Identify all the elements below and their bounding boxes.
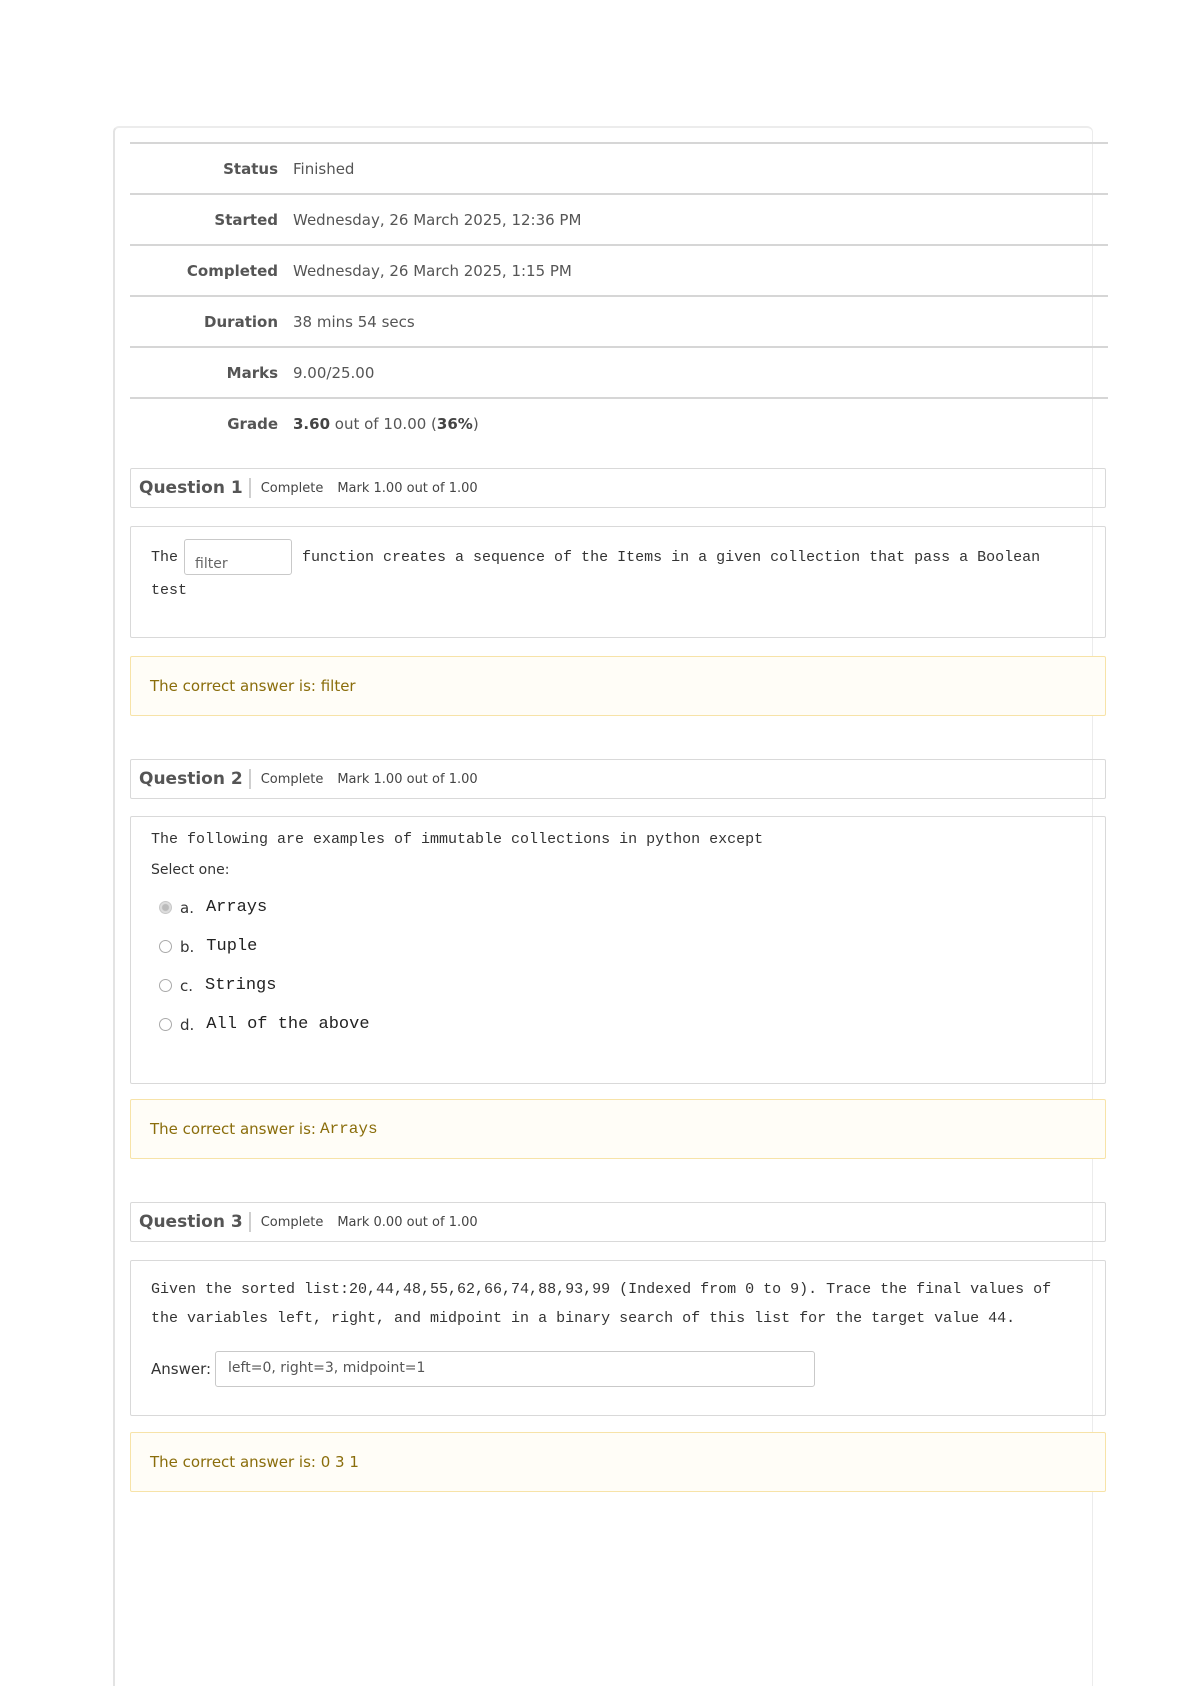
answer-input[interactable]: left=0, right=3, midpoint=1 — [215, 1351, 815, 1387]
question-mark: Mark 0.00 out of 1.00 — [337, 1214, 478, 1230]
grade-out-of: out of 10.00 ( — [330, 415, 437, 433]
question-2-header — [130, 759, 1106, 799]
started-value: Wednesday, 26 March 2025, 12:36 PM — [293, 210, 582, 229]
radio-icon[interactable] — [159, 1018, 172, 1031]
grade-value — [292, 398, 1108, 449]
answer-option-b[interactable] — [151, 927, 1085, 966]
radio-icon[interactable] — [159, 940, 172, 953]
correct-answer-text: The correct answer is: 0 3 1 — [150, 1453, 359, 1471]
correct-answer-prefix: The correct answer is: — [150, 1120, 316, 1138]
option-text: All of the above — [206, 1015, 370, 1034]
summary-row-started — [130, 194, 1108, 245]
question-1-header — [130, 468, 1106, 508]
marks-value: 9.00/25.00 — [293, 363, 375, 382]
grade-close: ) — [472, 415, 479, 433]
answer-label: Answer: — [151, 1360, 212, 1378]
grade-score: 3.60 — [293, 415, 331, 433]
summary-row-grade — [130, 398, 1108, 449]
status-value: Finished — [293, 159, 355, 178]
answer-option-d[interactable] — [151, 1005, 1085, 1044]
summary-row-status — [130, 143, 1108, 194]
question-3-header — [130, 1202, 1106, 1242]
question-mark: Mark 1.00 out of 1.00 — [337, 771, 478, 787]
question-state: Complete — [260, 771, 324, 787]
question-mark: Mark 1.00 out of 1.00 — [337, 480, 478, 496]
option-letter: a. — [180, 898, 194, 917]
option-letter: d. — [180, 1015, 195, 1034]
question-2-body — [130, 816, 1106, 1084]
question-2-text: The following are examples of immutable collections in python except — [151, 831, 764, 848]
option-letter: b. — [180, 937, 195, 956]
answer-row — [151, 1351, 1085, 1387]
question-3-text: Given the sorted list:20,44,48,55,62,66,74,88,93,99 (Indexed from 0 to 9). Trace the final values of the variables left, right, and midpoint in a binary search of this list for the target value 44. — [151, 1281, 1052, 1327]
question-3-body — [130, 1260, 1106, 1416]
question-text-after: function creates a sequence of the Items in a given collection that pass a Boolean test — [151, 548, 1041, 599]
correct-answer-text: The correct answer is: filter — [150, 677, 356, 695]
question-number: Question 3 — [139, 1212, 251, 1232]
option-letter: c. — [180, 976, 194, 995]
question-1-body — [130, 526, 1106, 638]
question-2-feedback — [130, 1099, 1106, 1159]
grade-label: Grade — [227, 415, 278, 433]
completed-label: Completed — [186, 261, 278, 280]
select-one-label: Select one: — [151, 862, 230, 878]
answer-option-c[interactable] — [151, 966, 1085, 1005]
option-text: Arrays — [205, 898, 268, 917]
correct-answer-value: Arrays — [319, 1120, 378, 1138]
summary-row-marks — [130, 347, 1108, 398]
fill-in-blank-input[interactable]: filter — [184, 539, 292, 575]
answer-option-a[interactable] — [151, 888, 1085, 927]
question-3-feedback — [130, 1432, 1106, 1492]
option-text: Tuple — [206, 937, 258, 956]
radio-icon[interactable] — [159, 979, 172, 992]
marks-label: Marks — [226, 363, 278, 382]
question-state: Complete — [260, 480, 324, 496]
duration-value: 38 mins 54 secs — [293, 312, 415, 331]
radio-icon[interactable] — [159, 901, 172, 914]
option-text: Strings — [205, 976, 277, 995]
started-label: Started — [214, 210, 278, 229]
status-label: Status — [223, 159, 278, 178]
summary-row-duration — [130, 296, 1108, 347]
attempt-summary-table — [130, 142, 1108, 449]
grade-percent: 36% — [436, 415, 473, 433]
completed-value: Wednesday, 26 March 2025, 1:15 PM — [293, 261, 572, 280]
question-text-before: The — [151, 548, 179, 566]
summary-row-completed — [130, 245, 1108, 296]
question-number: Question 1 — [139, 478, 251, 498]
duration-label: Duration — [204, 312, 278, 331]
question-number: Question 2 — [139, 769, 251, 789]
question-state: Complete — [260, 1214, 324, 1230]
question-1-feedback — [130, 656, 1106, 716]
question-1-text — [151, 539, 1085, 607]
